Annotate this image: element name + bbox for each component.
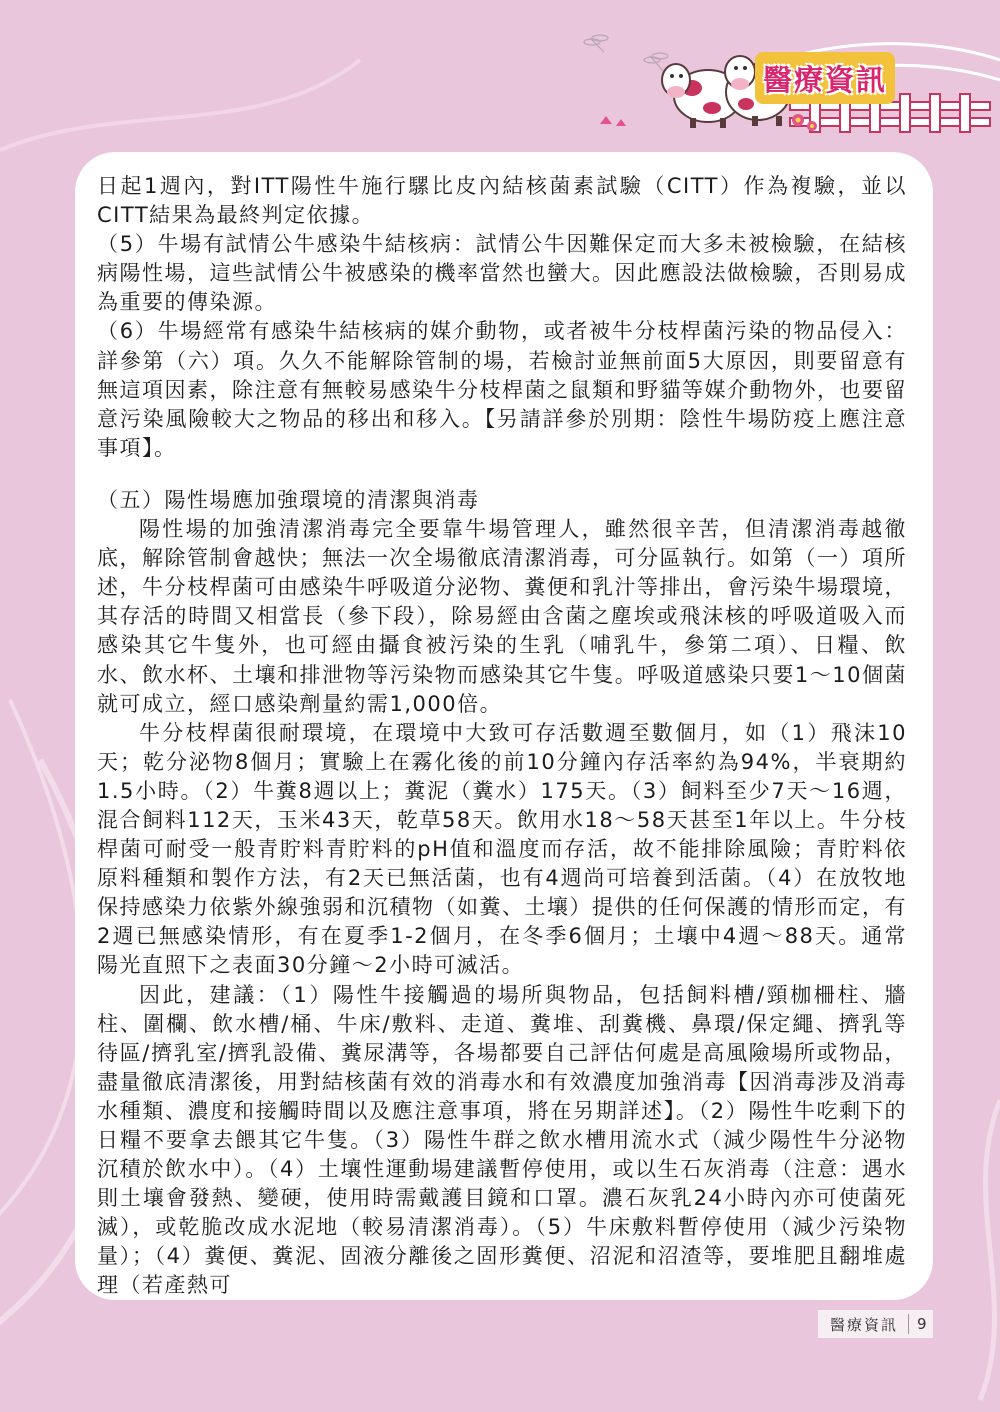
footer-section-label: 醫療資訊 [830, 1315, 899, 1334]
page-footer [818, 1310, 933, 1338]
paragraph-item-5: （5）牛場有試情公牛感染牛結核病：試情公牛因難保定而大多未被檢驗，在結核病陽性場，這些試情公牛被感染的機率當然也蠻大。因此應設法做檢驗，否則易成為重要的傳染源。 [97, 232, 907, 315]
paragraph-continuation: 日起1週內，對ITT陽性牛施行騾比皮內結核菌素試驗（CITT）作為複驗，並以CITT結果為最終判定依據。 [97, 174, 907, 228]
section-label-badge [755, 52, 895, 104]
section-label-text: 醫療資訊 [762, 62, 887, 97]
paragraph-recommendations: 因此，建議：（1）陽性牛接觸過的場所與物品，包括飼料槽/頸枷柵柱、牆柱、圍欄、飲水槽/桶、牛床/敷料、走道、糞堆、刮糞機、鼻環/保定繩、擠乳等待區/擠乳室/擠乳設備、糞尿溝等，各場都要自己評估何處是高風險場所或物品，盡量徹底清潔後，用對結核菌有效的消毒水和有效濃度加強消毒【因消毒涉及消毒水種類、濃度和接觸時間以及應注意事項，將在另期詳述】。（2）陽性牛吃剩下的日糧不要拿去餵其它牛隻。（3）陽性牛群之飲水槽用流水式（減少陽性牛分泌物沉積於飲水中）。（4）土壤性運動場建議暫停使用，或以生石灰消毒（注意：遇水則土壤會發熱、變硬，使用時需戴護目鏡和口罩。濃石灰乳24小時內亦可使菌死滅），或乾脆改成水泥地（較易清潔消毒）。（5）牛床敷料暫停使用（減少污染物量）；（4）糞便、糞泥、固液分離後之固形糞便、沼泥和沼渣等，要堆肥且翻堆處理（若產熱可 [97, 982, 907, 1298]
paragraph-item-6: （6）牛場經常有感染牛結核病的媒介動物，或者被牛分枝桿菌污染的物品侵入：詳參第（六）項。久久不能解除管制的場，若檢討並無前面5大原因，則要留意有無這項因素，除注意有無較易感染牛分枝桿菌之鼠類和野貓等媒介動物外，也要留意污染風險較大之物品的移出和移入。【另請詳參於別期：陰性牛場防疫上應注意事項】。 [97, 319, 907, 460]
paragraph-survival: 牛分枝桿菌很耐環境，在環境中大致可存活數週至數個月，如（1）飛沫10天；乾分泌物8個月；實驗上在霧化後的前10分鐘內存活率約為94%，半衰期約1.5小時。（2）牛糞8週以上；糞泥（糞水）175天。（3）飼料至少7天～16週，混合飼料112天，玉米43天，乾草58天。飲用水18～58天甚至1年以上。牛分枝桿菌可耐受一般青貯料青貯料的pH值和溫度而存活，故不能排除風險；青貯料依原料種類和製作方法，有2天已無活菌，也有4週尚可培養到活菌。（4）在放牧地保持感染力依紫外線強弱和沉積物（如糞、土壤）提供的任何保護的情形而定，有2週已無感染情形，有在夏季1-2個月，在冬季6個月；土壤中4週～88天。通常陽光直照下之表面30分鐘～2小時可滅活。 [97, 720, 907, 978]
dragonfly-icon [584, 35, 668, 72]
page-number: 9 [917, 1315, 927, 1333]
paragraph-disinfection: 陽性場的加強清潔消毒完全要靠牛場管理人，雖然很辛苦，但清潔消毒越徹底，解除管制會越快；無法一次全場徹底清潔消毒，可分區執行。如第（一）項所述，牛分枝桿菌可由感染牛呼吸道分泌物、糞便和乳汁等排出，會污染牛場環境，其存活的時間又相當長（參下段），除易經由含菌之塵埃或飛沫核的呼吸道吸入而感染其它牛隻外，也可經由攝食被污染的生乳（哺乳牛，參第二項）、日糧、飲水、飲水杯、土壤和排泄物等污染物而感染其它牛隻。呼吸道感染只要1～10個菌就可成立，經口感染劑量約需1,000倍。 [97, 517, 907, 716]
article-body [75, 152, 933, 1300]
section-heading: （五）陽性場應加強環境的清潔與消毒 [97, 487, 480, 512]
